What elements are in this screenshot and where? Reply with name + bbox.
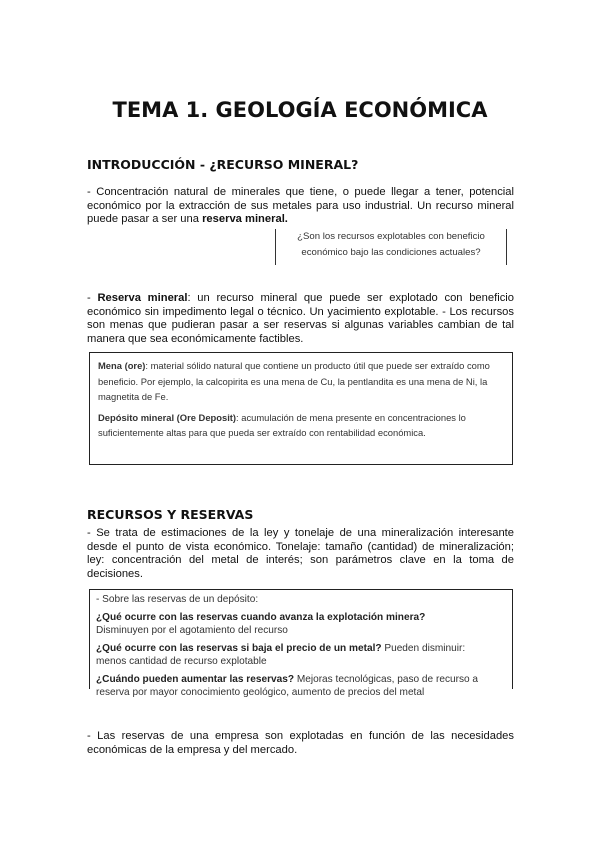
intro-heading: INTRODUCCIÓN - ¿RECURSO MINERAL?	[87, 157, 359, 172]
reservas-q1-answer: Disminuyen por el agotamiento del recurso	[96, 625, 288, 636]
reservas-empresa-paragraph: - Las reservas de una empresa son explotadas en función de las necesidades económicas de la empresa y del mercado.	[87, 730, 514, 756]
reserva-paragraph	[87, 292, 514, 346]
reservas-q1	[96, 611, 506, 638]
reservas-q2-answer-inline: Pueden disminuir:	[381, 642, 466, 654]
reservas-q2-answer: menos cantidad de recurso explotable	[96, 656, 267, 667]
deposito-term: Depósito mineral (Ore Deposit)	[98, 411, 237, 423]
quote-line-2: económico bajo las condiciones actuales?	[301, 247, 481, 258]
mena-term: Mena (ore)	[98, 360, 146, 371]
reservas-q3-answer: Mejoras tecnológicas, paso de recurso a reserva por mayor conocimiento geológico, aumento de precios del metal	[96, 673, 479, 698]
quote-line-1: ¿Son los recursos explotables con beneficio	[297, 231, 485, 242]
mena-definition	[98, 358, 504, 405]
reservas-q3	[96, 673, 506, 700]
reservas-q2	[96, 642, 506, 669]
deposito-text: : acumulación de mena presente en concentraciones lo suficientemente altas para que pueda ser extraído con rentabilidad económica.	[98, 411, 466, 438]
intro-paragraph	[87, 186, 514, 227]
recursos-paragraph: - Se trata de estimaciones de la ley y tonelaje de una mineralización interesante desde el punto de vista económico. Tonelaje: tamaño (cantidad) de mineralización; ley: concentración del metal de interés; son parámetros clave en la toma de decisiones.	[87, 527, 514, 580]
reserva-term: Reserva mineral	[97, 292, 188, 304]
reservas-q3-question: ¿Cuándo pueden aumentar las reservas?	[96, 673, 295, 685]
intro-paragraph-bold: reserva mineral.	[202, 213, 288, 226]
reservas-box-title: - Sobre las reservas de un depósito:	[96, 594, 259, 605]
reserva-prefix: -	[87, 292, 98, 304]
definitions-box	[89, 352, 513, 465]
reservas-box	[89, 589, 513, 698]
deposito-definition	[98, 410, 504, 441]
reserva-text: : un recurso mineral que puede ser explotado con beneficio económico sin impedimento legal o técnico. Un yacimiento explotable. - Los recursos son menas que pudieran pasar a ser reservas si algunas variables cambian de tal manera que sea económicamente factibles.	[87, 292, 514, 345]
reservas-q2-question: ¿Qué ocurre con las reservas si baja el precio de un metal?	[96, 642, 382, 654]
recursos-heading: RECURSOS Y RESERVAS	[87, 507, 254, 522]
mena-text: : material sólido natural que contiene un producto útil que puede ser extraído como beneficio. Por ejemplo, la calcopirita es una mena de Cu, la pentlandita es una mena de Ni, la magnetita de Fe.	[98, 360, 490, 402]
reservas-q1-question: ¿Qué ocurre con las reservas cuando avanza la explotación minera?	[96, 611, 426, 623]
intro-paragraph-text: - Concentración natural de minerales que tiene, o puede llegar a tener, potencial económico por la extracción de sus metales para uso industrial. Un recurso mineral puede pasar a ser una	[87, 186, 514, 226]
quote-box	[275, 229, 507, 265]
page-title: TEMA 1. GEOLOGÍA ECONÓMICA	[112, 98, 488, 122]
